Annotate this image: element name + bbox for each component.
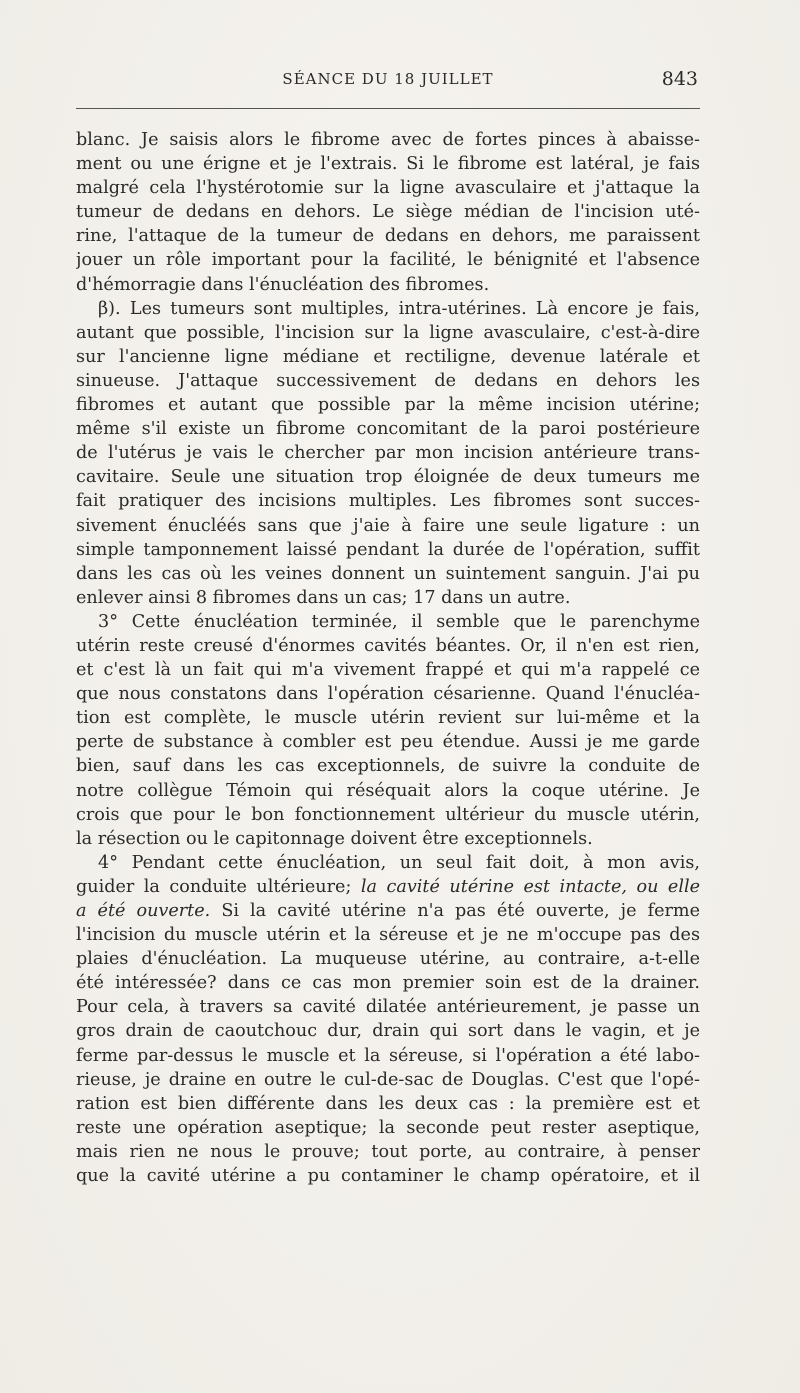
text-line: Pour cela, à travers sa cavité dilatée antérieurement, je passe un [76,997,700,1018]
text-line: que la cavité utérine a pu contaminer le champ opératoire, et il [76,1166,700,1187]
body-text [76,128,700,1188]
text-line: fibromes et autant que possible par la même incision utérine; [76,395,700,416]
text-line: que nous constatons dans l'opération césarienne. Quand l'énucléa- [76,684,700,705]
text-line: la résection ou le capitonnage doivent être exceptionnels. [76,828,593,849]
italic-text: la cavité utérine est intacte, ou elle [360,876,700,897]
text-line: sur l'ancienne ligne médiane et rectiligne, devenue latérale et [76,346,700,367]
text-line: jouer un rôle important pour la facilité, le bénignité et l'absence [76,250,700,271]
text-line: ment ou une érigne et je l'extrais. Si le fibrome est latéral, je fais [76,154,700,175]
text-line: de l'utérus je vais le chercher par mon incision antérieure trans- [76,443,700,464]
text-line: et c'est là un fait qui m'a vivement frappé et qui m'a rappelé ce [76,660,700,681]
text-line: 3° Cette énucléation terminée, il semble que le parenchyme [98,611,700,632]
italic-text: a été ouverte. [76,901,211,921]
text-line: sinueuse. J'attaque successivement de dedans en dehors les [76,370,700,391]
text-line: rieuse, je draine en outre le cul-de-sac de Douglas. C'est que l'opé- [76,1069,700,1090]
text-line: utérin reste creusé d'énormes cavités béantes. Or, il n'en est rien, [76,635,700,656]
text-line: rine, l'attaque de la tumeur de dedans en dehors, me paraissent [76,226,700,247]
text-line: ration est bien différente dans les deux cas : la première est et [76,1093,700,1114]
text-line: tion est complète, le muscle utérin revient sur lui-même et la [76,708,700,729]
text-line: enlever ainsi 8 fibromes dans un cas; 17 dans un autre. [76,587,571,608]
text-line: simple tamponnement laissé pendant la durée de l'opération, suffit [76,539,700,560]
text-line: autant que possible, l'incision sur la ligne avasculaire, c'est-à-dire [76,322,700,343]
text-line: perte de substance à combler est peu étendue. Aussi je me garde [76,732,700,753]
text-line: notre collègue Témoin qui réséquait alors la coque utérine. Je [76,780,700,801]
text-line: d'hémorragie dans l'énucléation des fibromes. [76,274,490,295]
page-number: 843 [661,68,698,90]
page-header [76,70,700,98]
text-line: guider la conduite ultérieure; la cavité utérine est intacte, ou elle [76,876,700,897]
text-line: a été ouverte. Si la cavité utérine n'a pas été ouverte, je ferme [76,901,700,921]
text-line: blanc. Je saisis alors le fibrome avec de fortes pinces à abaisse- [76,130,700,150]
text-line: sivement énucléés sans que j'aie à faire une seule ligature : un [76,515,700,536]
text-line: 4° Pendant cette énucléation, un seul fait doit, à mon avis, [98,852,700,873]
text-line: malgré cela l'hystérotomie sur la ligne avasculaire et j'attaque la [76,178,700,199]
text-line: dans les cas où les veines donnent un suintement sanguin. J'ai pu [76,563,700,584]
text-line: mais rien ne nous le prouve; tout porte, au contraire, à penser [76,1141,700,1162]
text-line: l'incision du muscle utérin et la séreuse et je ne m'occupe pas des [76,925,700,946]
text-line: bien, sauf dans les cas exceptionnels, de suivre la conduite de [76,756,700,777]
text-line: tumeur de dedans en dehors. Le siège médian de l'incision uté- [76,202,700,223]
text-line: β). Les tumeurs sont multiples, intra-utérines. Là encore je fais, [98,298,700,319]
text-line: ferme par-dessus le muscle et la séreuse, si l'opération a été labo- [76,1045,700,1066]
header-rule [76,108,700,109]
text-line: même s'il existe un fibrome concomitant de la paroi postérieure [76,419,700,440]
text-line: reste une opération aseptique; la seconde peut rester aseptique, [76,1117,700,1138]
text-line: plaies d'énucléation. La muqueuse utérine, au contraire, a-t-elle [76,949,700,970]
text-line: crois que pour le bon fonctionnement ultérieur du muscle utérin, [76,804,700,825]
running-title: SÉANCE DU 18 JUILLET [282,70,494,88]
text-line: gros drain de caoutchouc dur, drain qui sort dans le vagin, et je [76,1021,700,1042]
text-line: été intéressée? dans ce cas mon premier soin est de la drainer. [76,973,700,994]
text-line: cavitaire. Seule une situation trop éloignée de deux tumeurs me [76,467,700,488]
text-line: fait pratiquer des incisions multiples. Les fibromes sont succes- [76,491,700,512]
